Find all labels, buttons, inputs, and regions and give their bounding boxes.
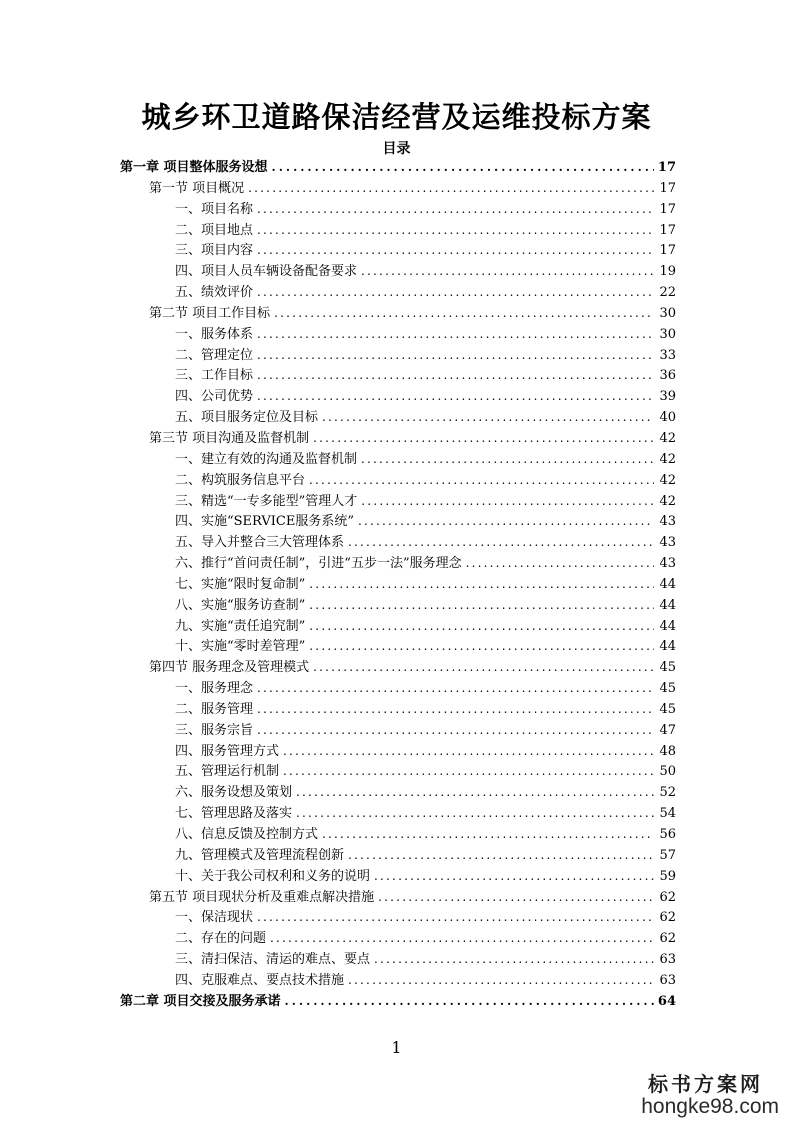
toc-entry-page: 17: [659, 243, 676, 259]
toc-heading: 目录: [382, 141, 411, 157]
toc-entry-label: 十、关于我公司权利和义务的说明: [175, 868, 371, 884]
toc-entry-label: 第一章 项目整体服务设想: [120, 160, 268, 175]
toc-entry-page: 42: [659, 451, 676, 467]
toc-entry[interactable]: [120, 636, 676, 657]
toc-entry[interactable]: [120, 220, 676, 241]
toc-entry-label: 四、服务管理方式: [175, 743, 280, 759]
toc-entry[interactable]: [120, 970, 676, 991]
toc-entry-page: 39: [659, 389, 676, 405]
toc-entry-label: 四、克服难点、要点技术措施: [175, 972, 345, 988]
toc-entry-label: 二、构筑服务信息平台: [175, 472, 306, 488]
toc-entry-label: 五、项目服务定位及目标: [175, 410, 319, 426]
toc-entry-label: 第一节 项目概况: [149, 180, 245, 196]
toc-dot-leader: [257, 220, 654, 241]
toc-entry[interactable]: [120, 199, 676, 220]
toc-entry-page: 45: [659, 701, 676, 717]
toc-entry-page: 42: [659, 472, 676, 488]
toc-entry[interactable]: [120, 303, 676, 324]
toc-entry-label: 三、工作目标: [175, 368, 254, 384]
page-number: 1: [391, 1038, 402, 1057]
toc-dot-leader: [257, 240, 654, 261]
toc-entry-page: 17: [659, 180, 676, 196]
toc-entry[interactable]: [120, 761, 676, 782]
toc-entry[interactable]: [120, 240, 676, 261]
toc-dot-leader: [283, 761, 654, 782]
toc-dot-leader: [257, 907, 654, 928]
toc-entry-page: 52: [659, 785, 676, 801]
toc-entry-label: 六、服务设想及策划: [175, 785, 293, 801]
toc-entry-page: 44: [659, 618, 676, 634]
toc-entry-label: 三、精选“一专多能型”管理人才: [175, 493, 358, 509]
toc-dot-leader: [309, 470, 654, 491]
toc-entry[interactable]: [120, 991, 676, 1012]
toc-entry-page: 45: [659, 660, 676, 676]
toc-dot-leader: [374, 949, 654, 970]
toc-entry[interactable]: [120, 699, 676, 720]
toc-dot-leader: [270, 928, 654, 949]
watermark-en-text: hongke98.com: [641, 1095, 779, 1118]
toc-dot-leader: [322, 407, 654, 428]
toc-entry-page: 33: [659, 347, 676, 363]
toc-dot-leader: [257, 282, 654, 303]
toc-entry-label: 六、推行“首问责任制”，引进“五步一法”服务理念: [175, 556, 462, 572]
toc-entry[interactable]: [120, 949, 676, 970]
toc-entry-page: 54: [659, 806, 676, 822]
toc-entry-page: 42: [659, 493, 676, 509]
toc-dot-leader: [248, 178, 654, 199]
toc-dot-leader: [257, 345, 654, 366]
toc-entry-page: 50: [659, 764, 676, 780]
toc-entry[interactable]: [120, 782, 676, 803]
toc-entry-label: 七、实施“限时复命制”: [175, 576, 306, 592]
toc-dot-leader: [283, 741, 654, 762]
toc-dot-leader: [361, 491, 654, 512]
toc-entry-label: 第三节 项目沟通及监督机制: [149, 430, 310, 446]
toc-dot-leader: [274, 303, 654, 324]
toc-entry-page: 30: [659, 305, 676, 321]
toc-entry[interactable]: [120, 741, 676, 762]
toc-entry-page: 36: [659, 368, 676, 384]
toc-entry-label: 三、项目内容: [175, 243, 254, 259]
toc-entry-page: 43: [659, 535, 676, 551]
toc-entry-label: 九、管理模式及管理流程创新: [175, 847, 345, 863]
toc-dot-leader: [257, 199, 654, 220]
toc-dot-leader: [361, 261, 654, 282]
toc-entry-page: 56: [659, 827, 676, 842]
toc-entry[interactable]: [120, 720, 676, 741]
toc-entry-label: 五、管理运行机制: [175, 764, 280, 780]
toc-entry-page: 44: [659, 639, 676, 655]
toc-entry[interactable]: [120, 657, 676, 678]
toc-entry-label: 一、建立有效的沟通及监督机制: [175, 451, 358, 467]
toc-entry-label: 一、服务体系: [175, 326, 254, 342]
toc-entry-page: 42: [659, 430, 676, 446]
toc-entry[interactable]: [120, 553, 676, 574]
toc-entry-page: 30: [659, 326, 676, 342]
toc-dot-leader: [257, 324, 654, 345]
toc-entry-label: 第四节 服务理念及管理模式: [149, 660, 310, 676]
toc-entry-page: 44: [659, 597, 676, 613]
toc-entry[interactable]: [120, 157, 676, 178]
toc-entry-page: 63: [659, 952, 676, 968]
toc-entry[interactable]: [120, 511, 676, 532]
toc-dot-leader: [257, 365, 654, 386]
toc-entry[interactable]: [120, 532, 676, 553]
toc-entry-label: 七、管理思路及落实: [175, 806, 293, 822]
toc-entry[interactable]: [120, 595, 676, 616]
toc-dot-leader: [348, 970, 654, 991]
toc-dot-leader: [374, 866, 654, 887]
toc-entry[interactable]: [120, 386, 676, 407]
toc-entry-page: 48: [659, 743, 676, 759]
toc-entry-label: 二、项目地点: [175, 222, 254, 238]
toc-dot-leader: [466, 553, 654, 574]
toc-entry-page: 63: [659, 972, 676, 988]
toc-dot-leader: [257, 720, 654, 741]
toc-entry-label: 二、存在的问题: [175, 931, 267, 947]
toc-dot-leader: [309, 595, 654, 616]
toc-entry[interactable]: [120, 887, 676, 908]
toc-entry-label: 五、绩效评价: [175, 285, 254, 301]
toc-entry-page: 59: [659, 868, 676, 884]
toc-entry-label: 一、服务理念: [175, 681, 254, 697]
toc-dot-leader: [322, 824, 654, 845]
toc-entry-label: 八、信息反馈及控制方式: [175, 827, 319, 842]
toc-entry-label: 四、实施“SERVICE服务系统”: [175, 514, 354, 530]
toc-entry-label: 四、项目人员车辆设备配备要求: [175, 264, 358, 280]
toc-dot-leader: [309, 636, 654, 657]
toc-entry-page: 17: [657, 160, 676, 175]
toc-entry[interactable]: [120, 491, 676, 512]
toc-entry[interactable]: [120, 616, 676, 637]
toc-entry-label: 三、服务宗旨: [175, 722, 254, 738]
toc-entry-page: 44: [659, 576, 676, 592]
toc-entry-page: 17: [659, 201, 676, 217]
watermark-logo: [641, 1068, 779, 1119]
toc-entry-page: 19: [659, 264, 676, 280]
toc-entry-label: 一、项目名称: [175, 201, 254, 217]
toc-entry-page: 62: [659, 931, 676, 947]
toc-dot-leader: [309, 616, 654, 637]
toc-entry-label: 第二章 项目交接及服务承诺: [120, 993, 281, 1009]
toc-entry-label: 第二节 项目工作目标: [149, 305, 271, 321]
toc-entry-label: 一、保洁现状: [175, 910, 254, 926]
toc-dot-leader: [313, 657, 654, 678]
toc-entry-label: 二、管理定位: [175, 347, 254, 363]
document-title: 城乡环卫道路保洁经营及运维投标方案: [141, 100, 652, 134]
watermark-cn-text: 标书方案网: [648, 1072, 763, 1096]
toc-entry-page: 22: [659, 285, 676, 301]
toc-entry-page: 62: [659, 889, 676, 905]
toc-entry[interactable]: [120, 824, 676, 845]
toc-dot-leader: [257, 699, 654, 720]
toc-entry-page: 47: [659, 722, 676, 738]
toc-entry-page: 43: [659, 514, 676, 530]
toc-entry-label: 二、服务管理: [175, 701, 254, 717]
toc-dot-leader: [358, 511, 654, 532]
toc-dot-leader: [378, 887, 654, 908]
toc-entry[interactable]: [120, 928, 676, 949]
toc-entry-label: 八、实施“服务访查制”: [175, 597, 306, 613]
toc-entry-label: 九、实施“责任追究制”: [175, 618, 306, 634]
toc-dot-leader: [348, 532, 654, 553]
toc-entry[interactable]: [120, 345, 676, 366]
toc-entry[interactable]: [120, 845, 676, 866]
toc-dot-leader: [296, 782, 654, 803]
toc-entry[interactable]: [120, 261, 676, 282]
toc-dot-leader: [296, 803, 654, 824]
toc-entry-page: 62: [659, 910, 676, 926]
toc-entry[interactable]: [120, 178, 676, 199]
toc-entry[interactable]: [120, 407, 676, 428]
toc-dot-leader: [348, 845, 654, 866]
toc-dot-leader: [257, 386, 654, 407]
toc-entry-page: 17: [659, 222, 676, 238]
toc-entry[interactable]: [120, 324, 676, 345]
toc-dot-leader: [272, 157, 654, 178]
toc-entry-label: 五、导入并整合三大管理体系: [175, 535, 345, 551]
toc-entry-label: 三、清扫保洁、清运的难点、要点: [175, 952, 371, 968]
toc-entry[interactable]: [120, 282, 676, 303]
toc-dot-leader: [309, 574, 654, 595]
toc-dot-leader: [361, 449, 654, 470]
table-of-contents: [120, 157, 676, 1012]
toc-entry[interactable]: [120, 866, 676, 887]
toc-entry-page: 64: [657, 993, 676, 1009]
toc-entry[interactable]: [120, 365, 676, 386]
toc-dot-leader: [313, 428, 654, 449]
toc-entry[interactable]: [120, 574, 676, 595]
toc-entry-page: 43: [659, 556, 676, 572]
toc-entry-page: 45: [659, 681, 676, 697]
toc-entry-label: 第五节 项目现状分析及重难点解决措施: [149, 889, 375, 905]
toc-entry-label: 四、公司优势: [175, 389, 254, 405]
toc-entry[interactable]: [120, 803, 676, 824]
toc-entry[interactable]: [120, 428, 676, 449]
toc-entry[interactable]: [120, 449, 676, 470]
toc-entry-page: 40: [659, 410, 676, 426]
toc-entry-label: 十、实施“零时差管理”: [175, 639, 306, 655]
toc-entry[interactable]: [120, 907, 676, 928]
toc-entry[interactable]: [120, 470, 676, 491]
toc-dot-leader: [257, 678, 654, 699]
toc-dot-leader: [285, 991, 654, 1012]
toc-entry-page: 57: [659, 847, 676, 863]
toc-entry[interactable]: [120, 678, 676, 699]
